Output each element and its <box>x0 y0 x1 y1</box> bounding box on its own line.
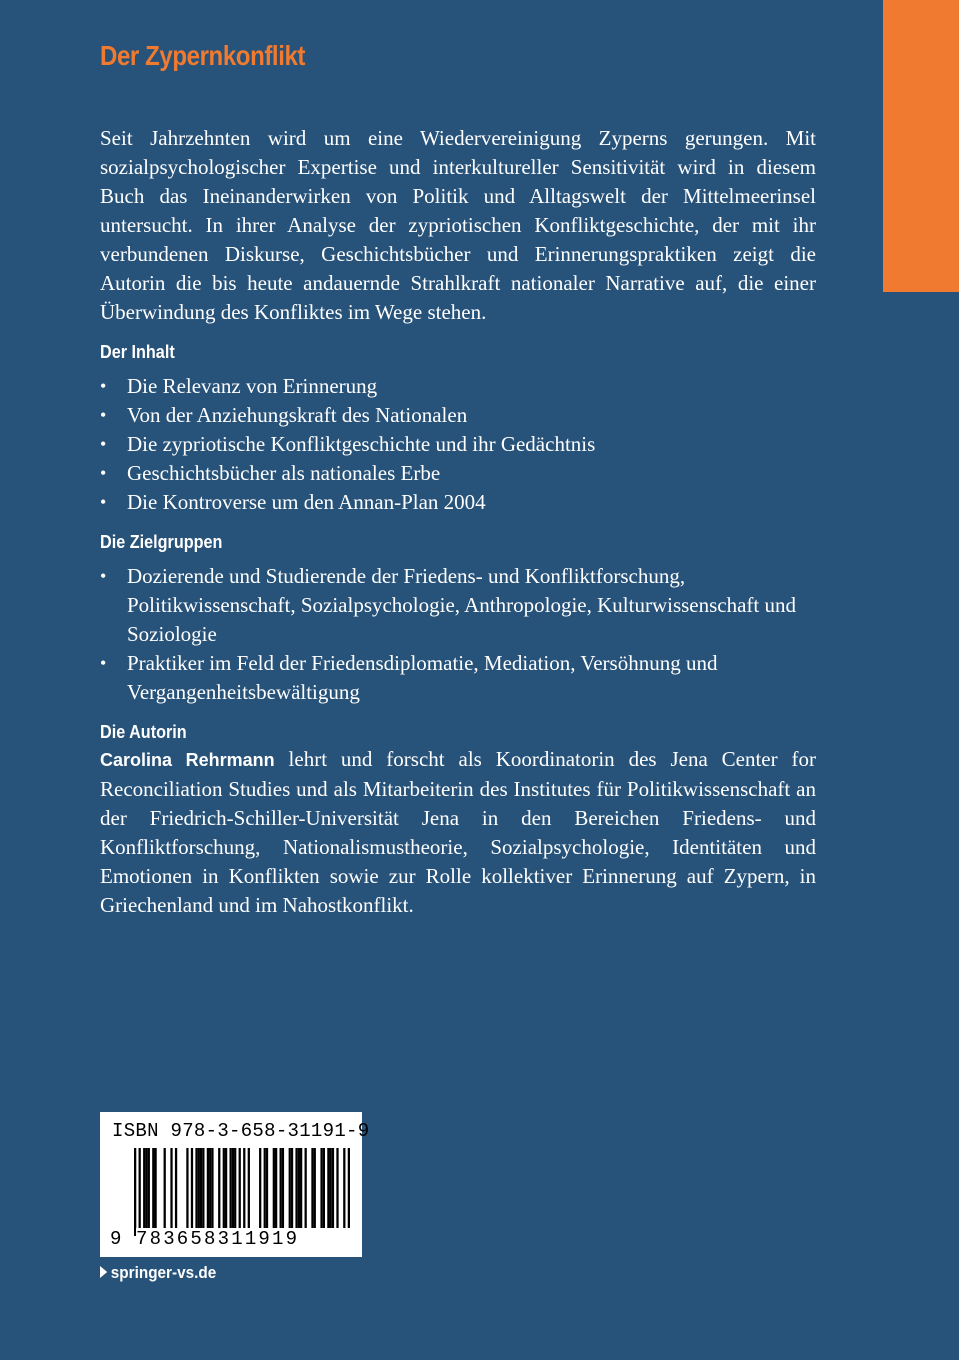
barcode-bar <box>195 1148 197 1236</box>
barcode-bar <box>191 1148 193 1236</box>
barcode-bar <box>239 1148 241 1236</box>
list-item: • Von der Anziehungskraft des Nationalen <box>100 401 816 430</box>
barcode-bar <box>343 1148 345 1236</box>
barcode-bar <box>289 1148 291 1236</box>
barcode-bar <box>311 1148 313 1236</box>
barcode-bars <box>134 1148 350 1236</box>
barcode-bar <box>229 1148 231 1236</box>
barcode-bar <box>273 1148 275 1236</box>
inhalt-list <box>100 372 816 517</box>
barcode-bar <box>202 1148 204 1236</box>
barcode-bar <box>323 1148 325 1236</box>
barcode-bar <box>139 1148 141 1236</box>
barcode-bar <box>134 1148 136 1236</box>
barcode-bar <box>209 1148 211 1236</box>
barcode-bar <box>282 1148 284 1236</box>
barcode-bar <box>198 1148 200 1236</box>
list-item: • Die Kontroverse um den Annan-Plan 2004 <box>100 488 816 517</box>
isbn-barcode <box>100 1112 370 1257</box>
isbn-number: ISBN 978-3-658-31191-9 <box>112 1120 370 1142</box>
barcode-bar <box>332 1148 334 1236</box>
zielgruppen-heading: Die Zielgruppen <box>100 532 223 552</box>
barcode-bar <box>148 1148 150 1236</box>
barcode-bar <box>234 1148 236 1236</box>
arrow-right-icon <box>100 1266 107 1278</box>
barcode-bar <box>211 1148 213 1236</box>
barcode-bar <box>145 1148 147 1236</box>
list-item: • Geschichtsbücher als nationales Erbe <box>100 459 816 488</box>
barcode-bar <box>200 1148 202 1236</box>
barcode-bar <box>143 1148 145 1236</box>
ean-digits: 783658311919 <box>136 1228 352 1250</box>
barcode-bar <box>348 1148 350 1236</box>
list-item: • Praktiker im Feld der Friedensdiplomatie, Mediation, Versöhnung und Vergangenheitsbewältigung <box>100 649 816 707</box>
barcode-bar <box>175 1148 177 1236</box>
zielgruppen-list <box>100 562 816 707</box>
barcode-bar <box>305 1148 307 1236</box>
barcode-bar <box>164 1148 166 1236</box>
back-cover-text <box>100 124 816 920</box>
barcode-bar <box>248 1148 250 1236</box>
barcode-bar <box>225 1148 227 1236</box>
barcode-bar <box>314 1148 316 1236</box>
intro-paragraph: Seit Jahrzehnten wird um eine Wiedervereinigung Zyperns gerungen. Mit sozialpsychologischer Expertise und interkultureller Sensitivität wird in diesem Buch das Ineinanderwirken von Politik und Alltagswelt der Mittelmeerinsel untersucht. In ihrer Analyse der zypriotischen Konfliktgeschichte, der mit ihr verbundenen Diskurse, Geschichtsbücher und Erinnerungspraktiken zeigt die Autorin die bis heute andauernde Strahlkraft nationaler Narrative auf, die einer Überwindung des Konfliktes im Wege stehen. <box>100 126 816 324</box>
barcode-bar <box>336 1148 338 1236</box>
barcode-bar <box>243 1148 245 1236</box>
barcode-bar <box>300 1148 302 1236</box>
publisher-url: springer-vs.de <box>110 1263 217 1282</box>
barcode-bar <box>280 1148 282 1236</box>
orange-color-tab <box>883 0 959 292</box>
list-item: • Dozierende und Studierende der Friedens- und Konfliktforschung, Politikwissenschaft, Sozialpsychologie, Anthropologie, Kulturwissenschaft und Soziologie <box>100 562 816 649</box>
barcode-bar <box>327 1148 329 1236</box>
barcode-bar <box>170 1148 172 1236</box>
barcode-bar <box>186 1148 188 1236</box>
autorin-heading: Die Autorin <box>100 722 187 742</box>
barcode-bar <box>320 1148 322 1236</box>
barcode-bar <box>266 1148 268 1236</box>
list-item: • Die zypriotische Konfliktgeschichte und ihr Gedächtnis <box>100 430 816 459</box>
barcode-bar <box>275 1148 277 1236</box>
publisher-link <box>100 1263 216 1283</box>
barcode-bar <box>291 1148 293 1236</box>
barcode-bar <box>232 1148 234 1236</box>
author-name: Carolina Rehrmann <box>100 750 275 770</box>
author-bio-text: lehrt und forscht als Koordinatorin des Jena Center for Reconciliation Studies und als Mitarbeiterin des Institutes für Politikwissenschaft an der Friedrich-Schiller-Universität Jena in den Bereichen Friedens- und Konfliktforschung, Nationalismustheorie, Sozialpsychologie, Identitäten und Emotionen in Konflikten sowie zur Rolle kollektiver Erinnerung auf Zypern, in Griechenland und im Nahostkonflikt. <box>100 747 816 917</box>
barcode-bar <box>295 1148 297 1236</box>
barcode-bar <box>218 1148 220 1236</box>
barcode-bar <box>264 1148 266 1236</box>
barcode-bar <box>154 1148 156 1236</box>
inhalt-heading: Der Inhalt <box>100 342 175 362</box>
book-title: Der Zypernkonflikt <box>100 40 306 71</box>
author-bio <box>100 745 816 920</box>
list-item: • Die Relevanz von Erinnerung <box>100 372 816 401</box>
barcode-bar <box>207 1148 209 1236</box>
ean-first-digit: 9 <box>110 1228 122 1250</box>
barcode-bar <box>152 1148 154 1236</box>
barcode-bar <box>298 1148 300 1236</box>
barcode-bar <box>330 1148 332 1236</box>
barcode-bar <box>223 1148 225 1236</box>
barcode-bar <box>259 1148 261 1236</box>
